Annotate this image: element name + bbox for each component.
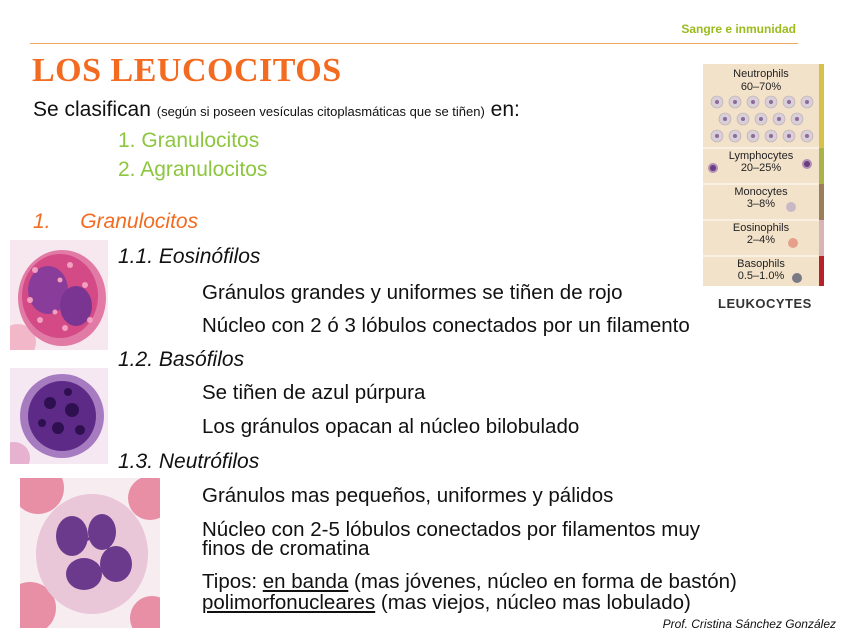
tipo-polimorfonucleares: polimorfonucleares [202, 591, 376, 614]
tipo-polimorfonucleares-desc: (mas viejos, núcleo mas lobulado) [380, 591, 691, 614]
neutrophil-image [20, 478, 160, 628]
monocyte-cell [786, 202, 796, 212]
header-divider [30, 43, 798, 44]
slide-title: LOS LEUCOCITOS [32, 52, 342, 89]
section-name: Granulocitos [80, 210, 199, 233]
neutrophils-range: 60–70% [740, 81, 782, 93]
topic-tag: Sangre e inmunidad [681, 22, 796, 36]
eosinophils-band [819, 220, 824, 256]
basophil-cell [792, 273, 802, 283]
eosinophil-image [10, 240, 108, 350]
basophil-image [10, 368, 108, 464]
monocytes-label: Monocytes [734, 186, 788, 198]
tipos-label: Tipos: [202, 570, 258, 593]
intro-lead: Se clasifican [33, 98, 151, 121]
tipos-line-2 [202, 591, 691, 615]
neutrofilos-point-2: Núcleo con 2-5 lóbulos conectados por filamentos muy [202, 518, 700, 541]
basofilos-point-1: Se tiñen de azul púrpura [202, 381, 426, 404]
basophils-band [819, 256, 824, 286]
lymphocytes-range: 20–25% [740, 162, 782, 174]
basophils-range: 0.5–1.0% [737, 270, 785, 282]
section-heading [33, 210, 198, 234]
neutrophils-band [819, 64, 824, 148]
figure-caption: LEUKOCYTES [718, 296, 812, 311]
lymphocytes-label: Lymphocytes [728, 150, 794, 162]
class-item-granulocitos: 1. Granulocitos [118, 129, 260, 152]
neutrophils-label: Neutrophils [733, 68, 789, 80]
neutrofilos-point-1: Gránulos mas pequeños, uniformes y pálidos [202, 484, 614, 507]
eosinophil-cell [788, 238, 798, 248]
intro-tail: en: [490, 98, 520, 121]
tipo-en-banda: en banda [262, 570, 349, 593]
subsection-basofilos: 1.2. Basófilos [118, 348, 245, 371]
eosinofilos-point-2: Núcleo con 2 ó 3 lóbulos conectados por un filamento [202, 314, 690, 337]
subsection-eosinofilos: 1.1. Eosinófilos [118, 245, 261, 268]
lymphocytes-band [819, 148, 824, 184]
section-number: 1. [33, 210, 51, 233]
class-item-agranulocitos: 2. Agranulocitos [118, 158, 268, 181]
basofilos-point-2: Los gránulos opacan al núcleo bilobulado [202, 415, 580, 438]
subsection-neutrofilos: 1.3. Neutrófilos [118, 450, 260, 473]
intro-note: (según si poseen vesículas citoplasmáticas que se tiñen) [156, 104, 485, 119]
monocytes-band [819, 184, 824, 220]
eosinophils-label: Eosinophils [732, 222, 790, 234]
author-credit: Prof. Cristina Sánchez González [662, 617, 836, 631]
leukocyte-figure-svg [703, 64, 824, 286]
neutrofilos-point-2-cont: finos de cromatina [202, 537, 370, 560]
intro-line [33, 98, 520, 122]
neutrophil-cells [711, 96, 813, 142]
eosinophils-range: 2–4% [746, 234, 776, 246]
leukocyte-figure [703, 64, 824, 286]
monocytes-range: 3–8% [746, 198, 776, 210]
basophils-label: Basophils [737, 258, 785, 270]
tipo-en-banda-desc: (mas jóvenes, núcleo en forma de bastón) [354, 570, 737, 593]
eosinofilos-point-1: Gránulos grandes y uniformes se tiñen de rojo [202, 281, 623, 304]
